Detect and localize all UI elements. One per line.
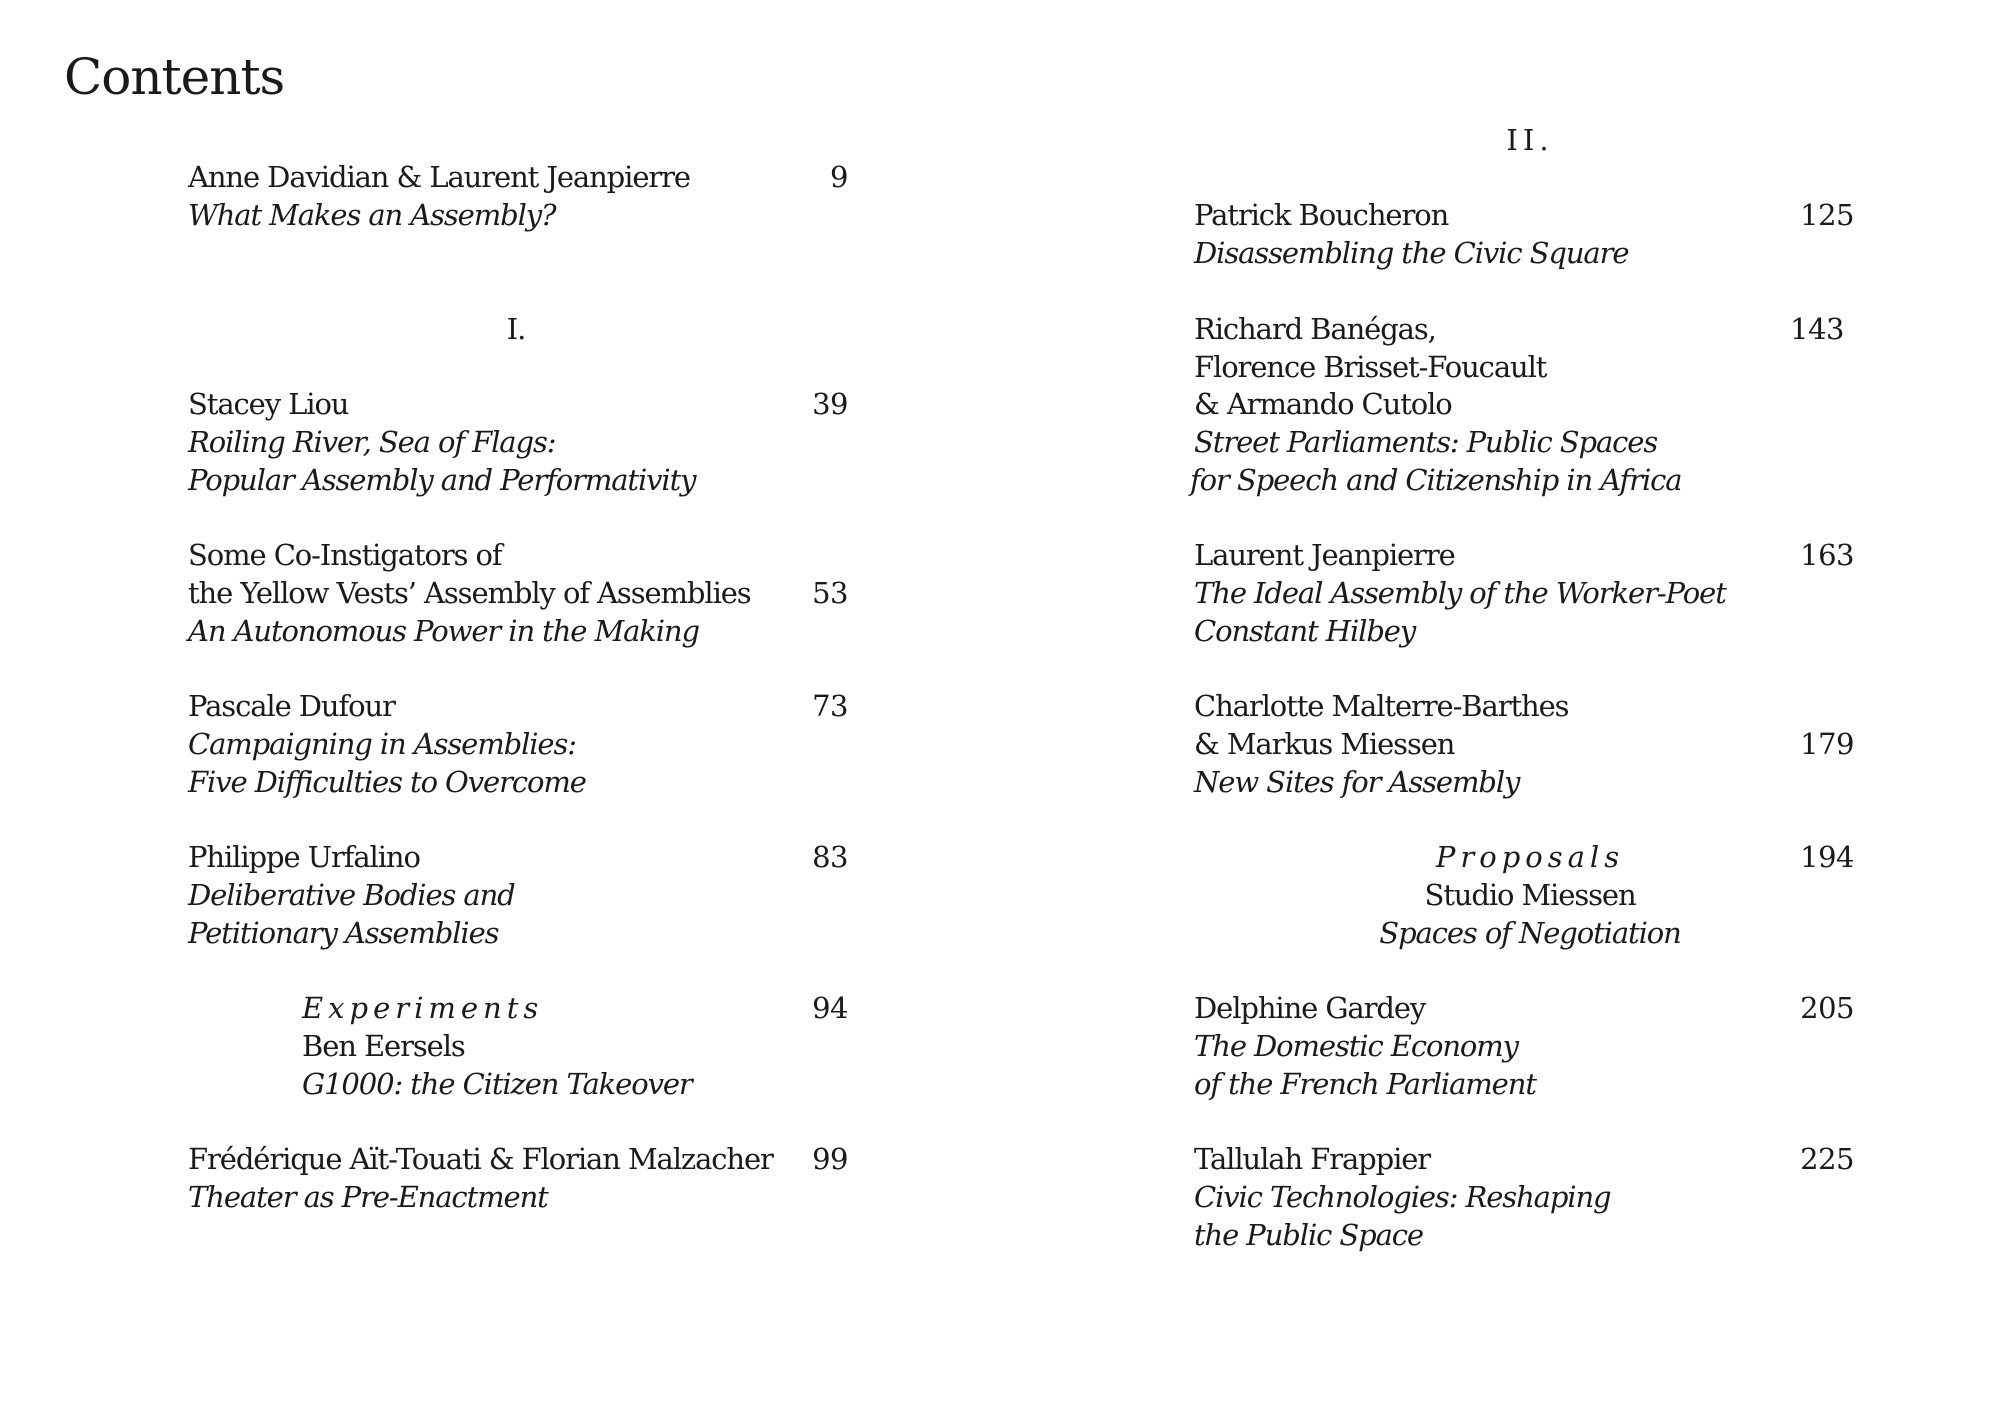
entry-author: Studio Miessen <box>1424 878 1636 912</box>
page-number: 163 <box>1800 538 1854 572</box>
page-number: 143 <box>1790 312 1844 346</box>
page-number: 179 <box>1800 727 1854 761</box>
entry-title: Campaigning in Assemblies: <box>188 727 576 761</box>
section-heading-i: I. <box>506 312 526 346</box>
entry-title: The Domestic Economy <box>1194 1029 1518 1063</box>
entry-title: G1000: the Citizen Takeover <box>302 1067 692 1101</box>
entry-title: Roiling River, Sea of Flags: <box>188 425 556 459</box>
entry-author: Richard Banégas, <box>1194 312 1436 346</box>
section-heading-ii: II. <box>1506 123 1554 157</box>
entry-title: Petitionary Assemblies <box>188 916 499 950</box>
entry-author: Frédérique Aït-Touati & Florian Malzacher <box>188 1142 773 1176</box>
entry-author: Some Co-Instigators of <box>188 538 502 572</box>
page-number: 83 <box>812 840 848 874</box>
entry-label: Proposals <box>1435 840 1625 874</box>
entry-title: Deliberative Bodies and <box>188 878 515 912</box>
entry-author: & Armando Cutolo <box>1194 387 1452 421</box>
entry-title: Five Difficulties to Overcome <box>188 765 586 799</box>
page-number: 53 <box>812 576 848 610</box>
entry-title: The Ideal Assembly of the Worker-Poet <box>1194 576 1726 610</box>
entry-author: Anne Davidian & Laurent Jeanpierre <box>188 160 690 194</box>
page-number: 205 <box>1800 991 1854 1025</box>
entry-title: of the French Parliament <box>1194 1067 1536 1101</box>
entry-author: Florence Brisset-Foucault <box>1194 350 1547 384</box>
page-title: Contents <box>64 48 285 106</box>
entry-author: Pascale Dufour <box>188 689 395 723</box>
entry-author: Ben Eersels <box>302 1029 465 1063</box>
page-number: 194 <box>1800 840 1854 874</box>
entry-label: Experiments <box>302 991 544 1025</box>
page-number: 125 <box>1800 198 1854 232</box>
entry-author: & Markus Miessen <box>1194 727 1455 761</box>
entry-title: Popular Assembly and Performativity <box>188 463 696 497</box>
entry-author: Laurent Jeanpierre <box>1194 538 1455 572</box>
entry-author: Patrick Boucheron <box>1194 198 1449 232</box>
page-number: 225 <box>1800 1142 1854 1176</box>
page-number: 94 <box>812 991 848 1025</box>
entry-author: Tallulah Frappier <box>1194 1142 1431 1176</box>
entry-author: Philippe Urfalino <box>188 840 420 874</box>
page-number: 9 <box>830 160 848 194</box>
entry-title: Street Parliaments: Public Spaces <box>1194 425 1658 459</box>
entry-title: Constant Hilbey <box>1194 614 1416 648</box>
entry-author: Stacey Liou <box>188 387 349 421</box>
page-number: 39 <box>812 387 848 421</box>
entry-title: Spaces of Negotiation <box>1379 916 1681 950</box>
entry-title: for Speech and Citizenship in Africa <box>1190 463 1682 497</box>
entry-title: What Makes an Assembly? <box>188 198 556 232</box>
entry-title: New Sites for Assembly <box>1194 765 1520 799</box>
entry-author: Charlotte Malterre-Barthes <box>1194 689 1569 723</box>
entry-title: the Public Space <box>1194 1218 1423 1252</box>
page-number: 73 <box>812 689 848 723</box>
entry-author: Delphine Gardey <box>1194 991 1426 1025</box>
entry-title: Theater as Pre-Enactment <box>188 1180 548 1214</box>
entry-title: Civic Technologies: Reshaping <box>1194 1180 1611 1214</box>
page-number: 99 <box>812 1142 848 1176</box>
entry-title: An Autonomous Power in the Making <box>188 614 699 648</box>
entry-author: the Yellow Vests’ Assembly of Assemblies <box>188 576 751 610</box>
entry-title: Disassembling the Civic Square <box>1194 236 1629 270</box>
